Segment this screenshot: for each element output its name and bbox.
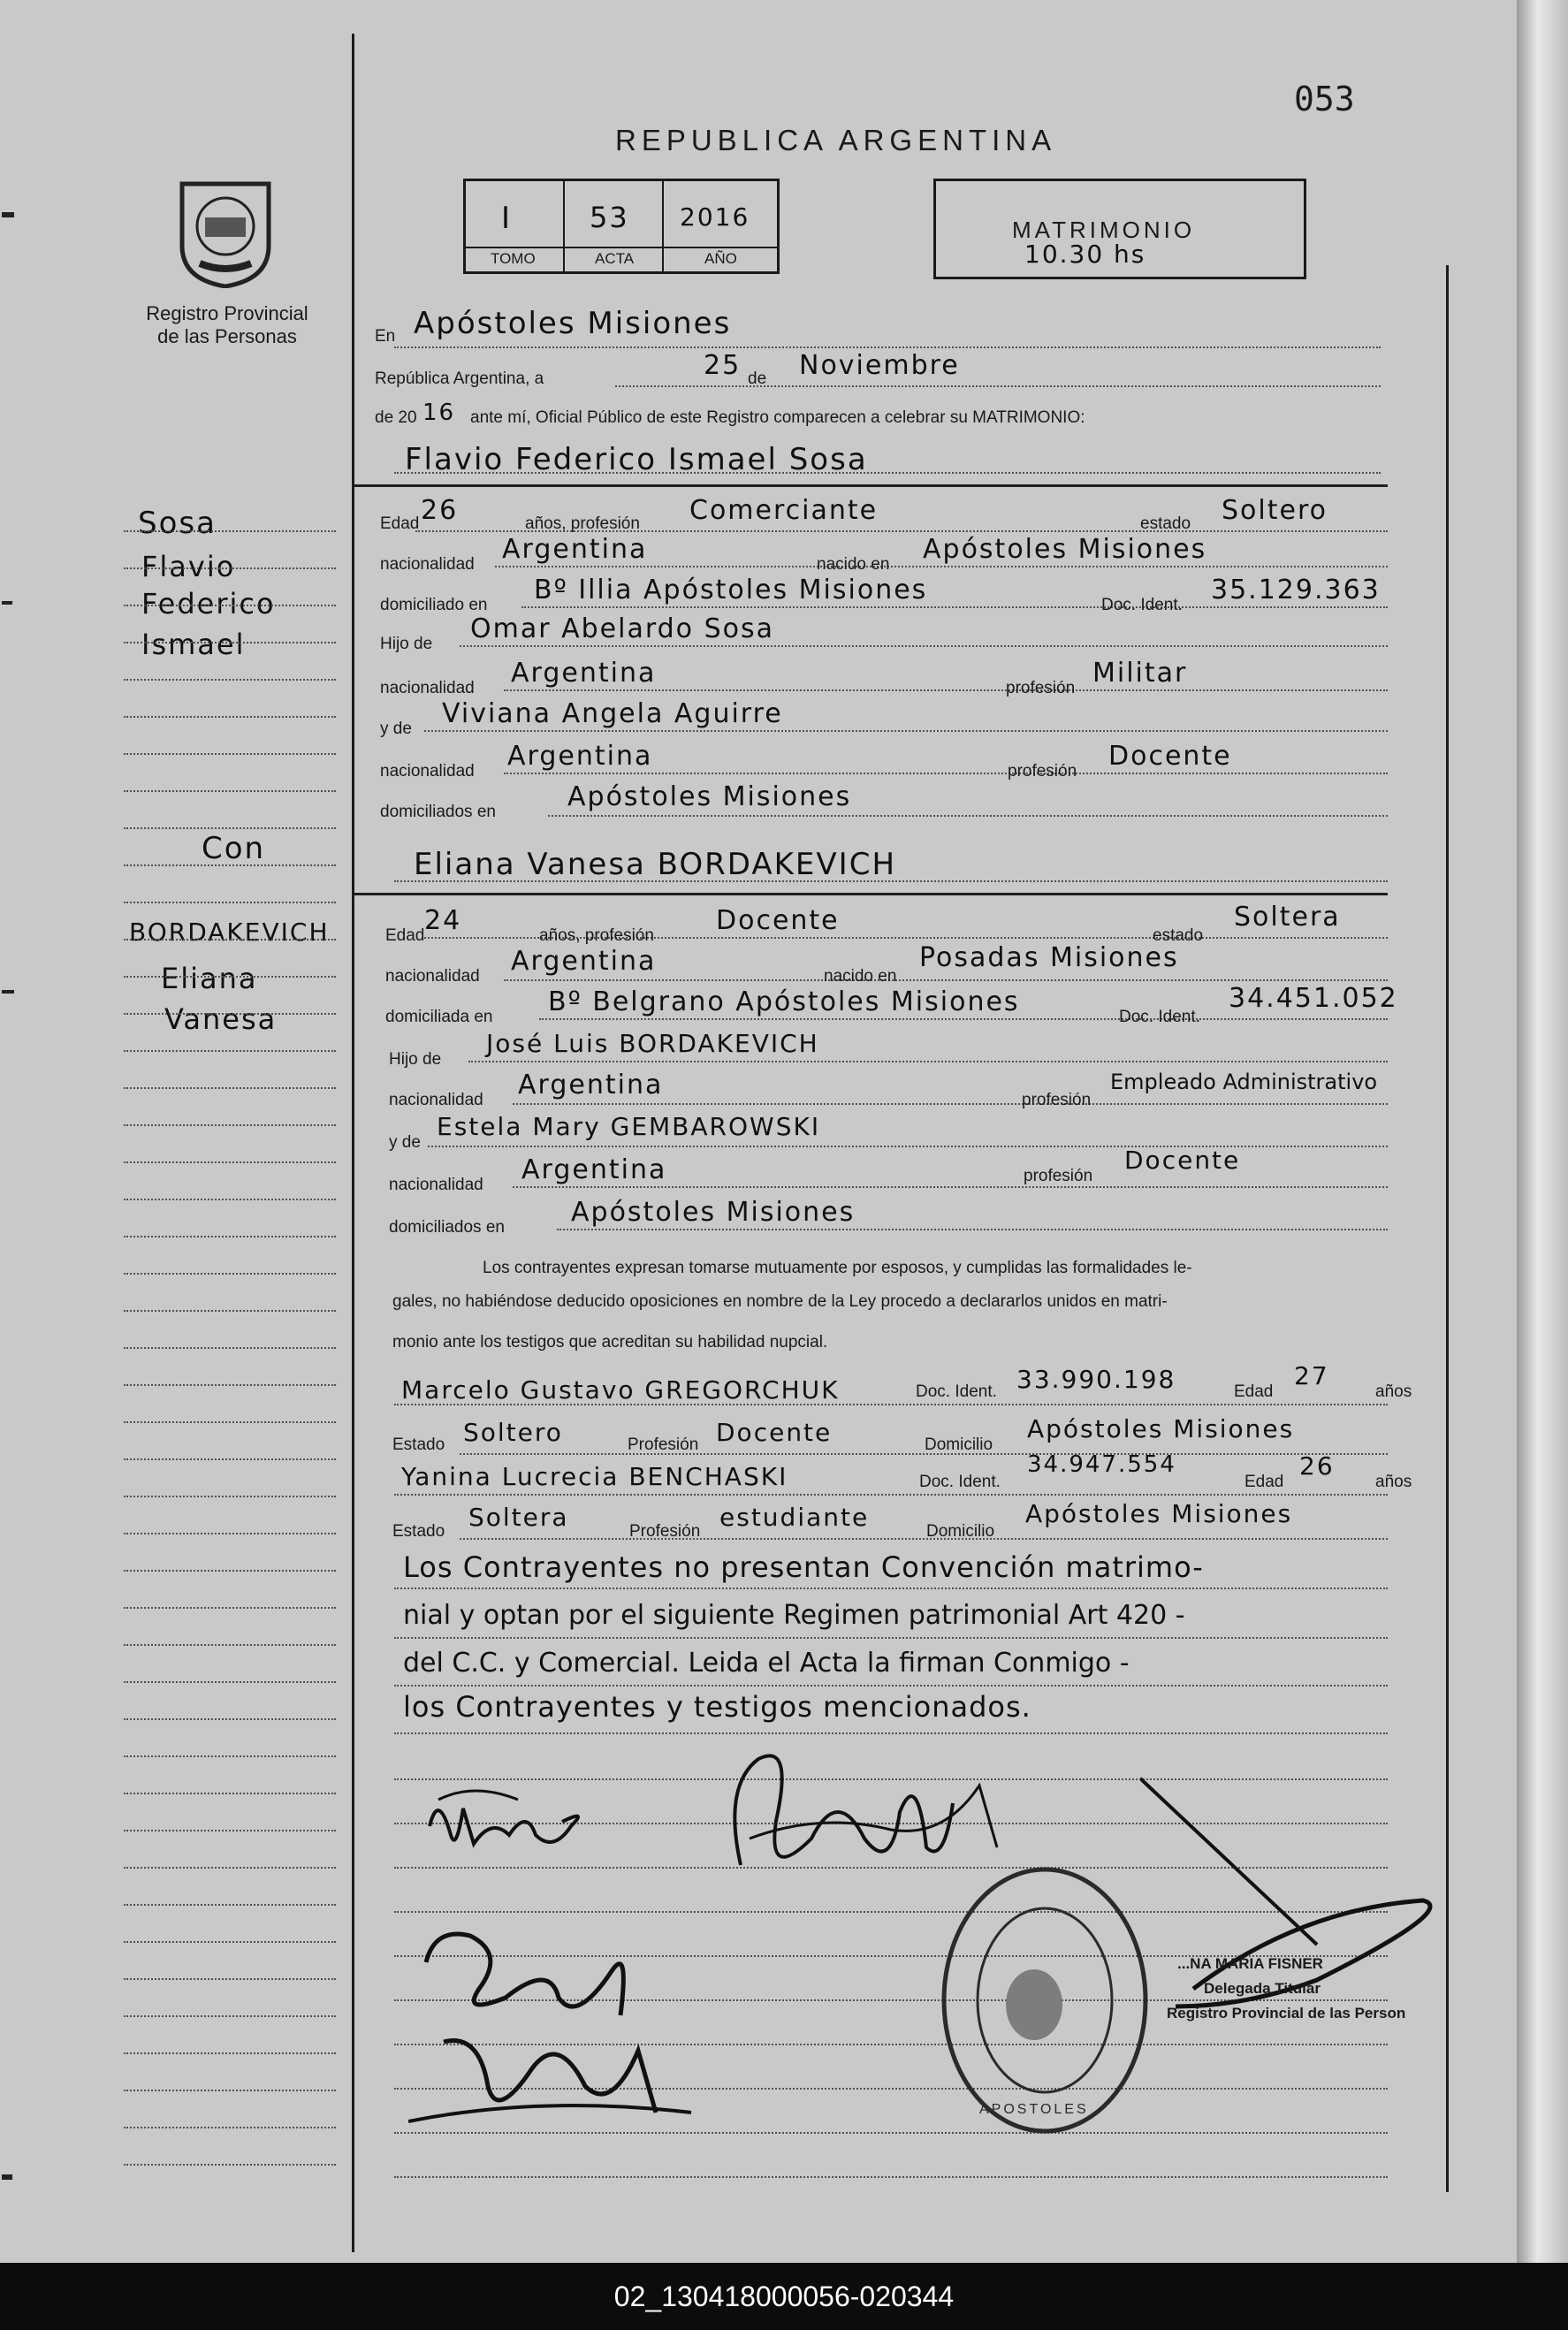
- groom-father-nac-label: nacionalidad: [380, 679, 475, 697]
- intro-text: ante mí, Oficial Público de este Registro comparecen a celebrar su MATRIMONIO:: [470, 408, 1085, 427]
- bride-edad-label: Edad: [385, 926, 425, 945]
- witness-1-estado: Soltero: [463, 1418, 563, 1447]
- margin-ruled-line: [124, 642, 336, 644]
- bride-parents-dom: Apóstoles Misiones: [571, 1197, 856, 1228]
- bride-dom-label: domiciliada en: [385, 1008, 493, 1026]
- binding-mark: [2, 601, 12, 605]
- margin-ruled-line: [124, 1496, 336, 1498]
- line: [394, 1494, 1388, 1496]
- margin-ruled-line: [124, 1978, 336, 1981]
- margin-ruled-line: [124, 1273, 336, 1275]
- groom-estado-label: estado: [1140, 514, 1191, 533]
- note-line-2: nial y optan por el siguiente Regimen patrimonial Art 420 -: [403, 1600, 1185, 1631]
- witness-1-name: Marcelo Gustavo GREGORCHUK: [401, 1375, 840, 1405]
- legal-line-2: gales, no habiéndose deducido oposiciones en nombre de la Ley procedo a declararlos unidos en matri-: [392, 1292, 1168, 1311]
- acta-label: ACTA: [595, 250, 635, 267]
- officer-title: Delegada Titular: [1204, 1980, 1321, 1997]
- groom-profesion: Comerciante: [689, 495, 879, 526]
- line: [495, 566, 1388, 568]
- margin-ruled-line: [124, 753, 336, 756]
- margin-ruled-line: [124, 1793, 336, 1795]
- margin-ruled-line: [124, 976, 336, 978]
- line: [504, 689, 1388, 692]
- margin-ruled-line: [124, 2052, 336, 2055]
- margin-ruled-line: [124, 1124, 336, 1127]
- margin-ruled-line: [124, 1199, 336, 1201]
- margin-ruled-line: [124, 1755, 336, 1758]
- witness-1-dom-label: Domicilio: [925, 1435, 993, 1454]
- margin-ruled-line: [124, 2127, 336, 2129]
- ceremony-place: Apóstoles Misiones: [414, 306, 732, 341]
- scan-footer-id: 02_130418000056-020344: [0, 2263, 1568, 2330]
- witness-1-prof-label: Profesión: [628, 1435, 699, 1454]
- witness-2-dom-label: Domicilio: [926, 1522, 995, 1541]
- groom-father-nac: Argentina: [511, 658, 657, 689]
- witness-2-edad: 26: [1299, 1451, 1335, 1481]
- line: [428, 1146, 1388, 1148]
- groom-parents-dom-label: domiciliados en: [380, 803, 496, 821]
- witness-2-estado-label: Estado: [392, 1522, 445, 1541]
- line: [460, 1453, 1388, 1456]
- bride-domicilio: Bº Belgrano Apóstoles Misiones: [548, 986, 1020, 1017]
- margin-ruled-line: [124, 1830, 336, 1832]
- groom-mother-nac: Argentina: [507, 741, 653, 772]
- year-prefix: de 20: [375, 408, 417, 427]
- bride-estado-label: estado: [1153, 926, 1204, 945]
- groom-parents-dom: Apóstoles Misiones: [567, 781, 852, 812]
- line: [424, 730, 1388, 733]
- bride-father-nac-label: nacionalidad: [389, 1091, 483, 1109]
- bride-nacionalidad: Argentina: [511, 946, 657, 977]
- margin-ruled-line: [124, 1607, 336, 1610]
- country-title: REPUBLICA ARGENTINA: [615, 124, 1057, 156]
- line: [615, 385, 1381, 388]
- groom-father-label: Hijo de: [380, 635, 433, 653]
- witness-2-prof-label: Profesión: [629, 1522, 701, 1541]
- margin-groom-3: Federico: [141, 587, 276, 621]
- tomo-label: TOMO: [491, 250, 536, 267]
- line: [521, 606, 1388, 609]
- republica-label: República Argentina, a: [375, 369, 544, 388]
- margin-ruled-line: [124, 530, 336, 533]
- margin-ruled-line: [124, 1013, 336, 1016]
- margin-ruled-line: [124, 939, 336, 941]
- signature-groom: [421, 1773, 598, 1870]
- bride-profesion: Docente: [716, 905, 840, 936]
- binding-mark: [2, 990, 14, 994]
- groom-full-name: Flavio Federico Ismael Sosa: [405, 442, 868, 477]
- groom-nacido-label: nacido en: [817, 555, 890, 574]
- note-line-3: del C.C. y Comercial. Leida el Acta la firman Conmigo -: [403, 1648, 1130, 1679]
- line: [557, 1229, 1388, 1231]
- groom-anios-profesion: años, profesión: [525, 514, 640, 533]
- witness-1-profesion: Docente: [716, 1418, 833, 1447]
- bride-mother-nac-label: nacionalidad: [389, 1176, 483, 1194]
- bride-mother-nac: Argentina: [521, 1154, 667, 1185]
- binding-mark: [2, 212, 14, 217]
- ceremony-day: 25: [704, 350, 742, 381]
- bride-doc-label: Doc. Ident.: [1119, 1008, 1200, 1026]
- line: [394, 1637, 1388, 1640]
- witness-2-profesion: estudiante: [719, 1503, 870, 1532]
- margin-ruled-line: [124, 2090, 336, 2092]
- groom-edad: 26: [421, 495, 459, 526]
- margin-ruled-line: [124, 1718, 336, 1721]
- bride-mother-label: y de: [389, 1133, 421, 1152]
- margin-ruled-line: [124, 1570, 336, 1572]
- margin-bride-2: Eliana: [161, 962, 258, 995]
- margin-ruled-line: [124, 1384, 336, 1387]
- witness-2-domicilio: Apóstoles Misiones: [1025, 1499, 1293, 1528]
- line: [504, 979, 1388, 982]
- note-line-4: los Contrayentes y testigos mencionados.: [403, 1690, 1031, 1724]
- margin-ruled-line: [124, 679, 336, 681]
- anio-label: AÑO: [704, 250, 737, 267]
- margin-ruled-line: [124, 902, 336, 904]
- margin-ruled-line: [124, 1050, 336, 1053]
- margin-ruled-line: [124, 1087, 336, 1090]
- year-suffix: 16: [422, 400, 456, 426]
- margin-groom-2: Flavio: [141, 550, 236, 583]
- line: [539, 1018, 1388, 1021]
- legal-line-1: Los contrayentes expresan tomarse mutuamente por esposos, y cumplidas las formalidades le-: [483, 1259, 1192, 1277]
- legal-line-3: monio ante los testigos que acreditan su habilidad nupcial.: [392, 1333, 828, 1352]
- line: [513, 1186, 1388, 1189]
- bride-nacido: Posadas Misiones: [919, 942, 1179, 973]
- margin-ruled-line: [124, 1347, 336, 1350]
- bride-mother: Estela Mary GEMBAROWSKI: [437, 1112, 821, 1141]
- bride-father-nac: Argentina: [518, 1070, 664, 1100]
- witness-1-edad-label: Edad: [1234, 1382, 1274, 1401]
- witness-2-estado: Soltera: [468, 1503, 569, 1532]
- officer-registry: Registro Provincial de las Person: [1167, 2005, 1406, 2022]
- signature-witnesses: [408, 1909, 700, 2139]
- bride-edad: 24: [424, 905, 462, 936]
- margin-ruled-line: [124, 1161, 336, 1164]
- certificate-type: MATRIMONIO: [1012, 217, 1196, 243]
- margin-groom-4: Ismael: [141, 628, 246, 661]
- margin-ruled-line: [124, 864, 336, 867]
- margin-bride-3: Vanesa: [164, 1002, 278, 1036]
- stamp-city: APOSTOLES: [979, 2102, 1089, 2117]
- book-edge: [1517, 0, 1568, 2263]
- en-label: En: [375, 327, 396, 346]
- groom-edad-label: Edad: [380, 514, 420, 533]
- bride-nac-label: nacionalidad: [385, 967, 480, 986]
- bride-father: José Luis BORDAKEVICH: [486, 1029, 819, 1058]
- line: [394, 346, 1381, 349]
- groom-mother-nac-label: nacionalidad: [380, 762, 475, 780]
- margin-ruled-line: [124, 1904, 336, 1907]
- groom-father-prof: Militar: [1092, 658, 1188, 689]
- bride-full-name: Eliana Vanesa BORDAKEVICH: [414, 847, 897, 882]
- bride-doc: 34.451.052: [1229, 983, 1398, 1014]
- margin-ruled-line: [124, 1458, 336, 1461]
- groom-domicilio: Bº Illia Apóstoles Misiones: [534, 575, 928, 605]
- margin-ruled-line: [124, 1681, 336, 1684]
- bride-father-prof-label: profesión: [1022, 1091, 1092, 1109]
- witness-2-doc: 34.947.554: [1027, 1451, 1176, 1478]
- line: [468, 1061, 1388, 1063]
- groom-mother-prof: Docente: [1108, 741, 1232, 772]
- bride-anios-profesion: años, profesión: [539, 926, 654, 945]
- section-rule: [354, 893, 1388, 895]
- bride-mother-prof-label: profesión: [1024, 1167, 1093, 1185]
- margin-ruled-line: [124, 1867, 336, 1869]
- groom-nac-label: nacionalidad: [380, 555, 475, 574]
- margin-ruled-line: [124, 790, 336, 793]
- acta-value: 53: [590, 201, 629, 234]
- margin-ruled-line: [124, 716, 336, 719]
- groom-dom-label: domiciliado en: [380, 596, 488, 614]
- witness-1-doc-label: Doc. Ident.: [916, 1382, 997, 1401]
- margin-ruled-line: [124, 1310, 336, 1313]
- section-rule: [354, 484, 1388, 487]
- margin-ruled-line: [124, 1421, 336, 1424]
- bride-parents-dom-label: domiciliados en: [389, 1218, 505, 1237]
- margin-ruled-line: [124, 2015, 336, 2018]
- bride-estado: Soltera: [1234, 902, 1341, 933]
- witness-1-domicilio: Apóstoles Misiones: [1027, 1414, 1295, 1443]
- de-label: de: [748, 369, 767, 388]
- margin-ruled-line: [124, 1644, 336, 1647]
- margin-ruled-line: [124, 567, 336, 570]
- margin-rule: [352, 34, 354, 2252]
- witness-1-edad: 27: [1294, 1361, 1329, 1390]
- note-line-1: Los Contrayentes no presentan Convención matrimo-: [403, 1550, 1204, 1584]
- bride-father-label: Hijo de: [389, 1050, 442, 1069]
- certificate-type-box: [933, 179, 1306, 279]
- witness-2-name: Yanina Lucrecia BENCHASKI: [401, 1462, 788, 1491]
- margin-ruled-line: [124, 1236, 336, 1238]
- groom-mother-label: y de: [380, 720, 412, 738]
- margin-ruled-line: [124, 1533, 336, 1535]
- margin-ruled-line: [124, 1941, 336, 1944]
- witness-1-anios: años: [1375, 1382, 1412, 1401]
- groom-doc: 35.129.363: [1211, 575, 1381, 605]
- margin-ruled-line: [124, 605, 336, 607]
- bride-father-prof: Empleado Administrativo: [1110, 1070, 1378, 1094]
- witness-2-anios: años: [1375, 1473, 1412, 1491]
- groom-nacido: Apóstoles Misiones: [923, 534, 1207, 565]
- witness-2-doc-label: Doc. Ident.: [919, 1473, 1001, 1491]
- right-rule: [1446, 265, 1449, 2192]
- line: [504, 773, 1388, 775]
- ceremony-time: 10.30 hs: [1024, 240, 1146, 269]
- margin-ruled-line: [124, 2164, 336, 2166]
- line: [460, 1538, 1388, 1541]
- margin-bride-1: BORDAKEVICH: [129, 918, 330, 947]
- groom-doc-label: Doc. Ident.: [1101, 596, 1183, 614]
- line: [394, 1588, 1388, 1590]
- margin-con: Con: [202, 831, 266, 866]
- witness-2-edad-label: Edad: [1245, 1473, 1284, 1491]
- page-number: 053: [1294, 80, 1355, 118]
- groom-father: Omar Abelardo Sosa: [470, 613, 774, 644]
- groom-mother: Viviana Angela Aguirre: [442, 698, 783, 729]
- binding-mark: [2, 2174, 12, 2180]
- witness-1-estado-label: Estado: [392, 1435, 445, 1454]
- margin-ruled-line: [124, 827, 336, 830]
- officer-name: ...NA MARIA FISNER: [1177, 1955, 1323, 1972]
- witness-1-doc: 33.990.198: [1016, 1365, 1176, 1394]
- record-id-box: [463, 179, 780, 274]
- ruled-line: [394, 2176, 1388, 2179]
- official-stamp-icon: [939, 1863, 1151, 2137]
- bride-nacido-label: nacido en: [824, 967, 897, 986]
- registry-name: Registro Provincial de las Personas: [146, 302, 308, 347]
- line: [394, 1685, 1388, 1687]
- bride-mother-prof: Docente: [1124, 1146, 1241, 1175]
- anio-value: 2016: [680, 202, 750, 232]
- ceremony-month: Noviembre: [799, 350, 960, 381]
- province-seal-icon: [173, 175, 278, 288]
- margin-groom-1: Sosa: [138, 506, 217, 541]
- groom-father-prof-label: profesión: [1006, 679, 1076, 697]
- groom-mother-prof-label: profesión: [1008, 762, 1077, 780]
- groom-estado: Soltero: [1222, 495, 1328, 526]
- line: [548, 815, 1388, 818]
- line: [513, 1103, 1388, 1106]
- tomo-value: I: [501, 201, 513, 236]
- groom-nacionalidad: Argentina: [502, 534, 648, 565]
- line: [460, 645, 1388, 648]
